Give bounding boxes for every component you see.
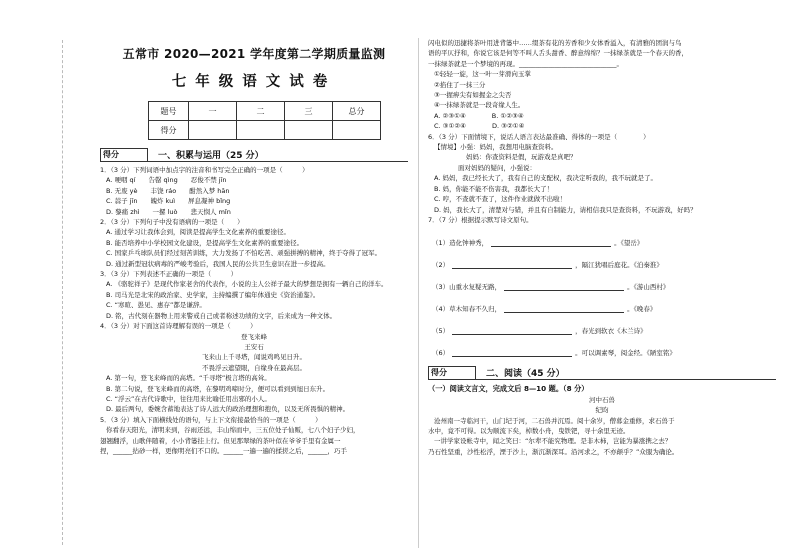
option: ④一抹绿茶就是一段奇缘人生。 (434, 101, 525, 110)
fill-number: （6） (432, 349, 450, 358)
section-header (100, 148, 408, 162)
column-divider (418, 38, 419, 548)
passage-line: 语的平仄抒和，你说它该是何等不叫人舌头甜香、醉意绵绵？一抹绿茶就是一个春天的香， (428, 49, 688, 58)
passage-line: 乃石性坚重，沙性松浮，湮于沙上，渐沉渐深耳。沿河求之，不亦颠乎？”众服为确论。 (428, 447, 679, 456)
fill-blank[interactable] (452, 327, 572, 335)
passage-line: 一抹绿茶就是一个梦境的再现。______________________________。 (428, 59, 623, 68)
option: C. “寒暄、愚见、惠存”都是谦辞。 (106, 301, 206, 310)
exam-title: 五常市 2020—2021 学年度第二学期质量监测 (122, 47, 386, 61)
reading-intro: （一）阅读文言文，完成文后 8—10 题。（8 分） (428, 384, 589, 394)
fill-number: （2） (432, 261, 450, 270)
option: A. 第一句，登飞来峰而的高塔。“千寻塔”极言塔的高耸。 (106, 374, 271, 383)
passage-line: 翅翘翻浮，山歌伴随着，小小背篓挂上行。但见那翠绿的茶叶似在爷爷手里有金属一 (100, 436, 341, 445)
score-header-cell: 一 (189, 102, 237, 121)
option: B. 司马光是北宋的政治家、史学家，主持编撰了编年体通史《资治通鉴》。 (106, 290, 320, 299)
poem-line: 不畏浮云遮望眼，自缘身在最高层。 (202, 363, 306, 372)
score-row-label: 得分 (149, 121, 189, 140)
fill-number: （5） (432, 327, 450, 336)
score-header-cell: 总分 (333, 102, 381, 121)
option: D. 黎痛 zhì 一摞 luò 悲天悯人 mǐn (106, 207, 231, 216)
fill-blank[interactable] (504, 283, 624, 291)
fill-prefix: 造化钟神秀， (449, 239, 489, 248)
option: B. 妈，你能不能不伤害我，我都长大了！ (434, 184, 554, 193)
fill-row (428, 335, 776, 357)
passage-line: 一讲学家设帐寺中，闻之笑曰：“尔辈不能究物理。是非木柿，岂能为暴涨携之去？ (434, 437, 672, 446)
fill-suffix: 。《晚春》 (627, 305, 657, 314)
fill-row (428, 313, 776, 335)
question-stem: 3．（3 分）下列表述不正确的一项是（ ） (100, 270, 238, 279)
question-block (428, 38, 776, 225)
section-header (428, 366, 776, 380)
option: D. 最后两句，委婉含蓄地表达了诗人远大的政治理想和抱负，以及无所畏惧的精神。 (106, 405, 350, 414)
subject-title: 七年级语文试卷 (171, 74, 337, 90)
section-title: 二、阅读（45 分） (486, 369, 565, 380)
score-header-cell: 三 (285, 102, 333, 121)
option: A. 妈妈，我已经长大了，我有自己的支配权，我决定听我的，我不玩就是了。 (434, 174, 657, 183)
option: B. 能否培养中小学校园文化建设，是提高学生文化素养的重要途径。 (106, 238, 304, 247)
reading-block (428, 384, 776, 457)
fill-number: （4） (432, 305, 450, 314)
option: C. 国家乒乓球队员们经过刻苦训练，大力发扬了不怕吃苦、顽强拼搏的精神，终于夺得了冠军。 (106, 249, 382, 258)
option: D. 铭，古代刻在器物上用来警戒自己或者称述功绩的文字，后来成为一种文体。 (106, 311, 337, 320)
fill-suffix: 。《望岳》 (614, 239, 644, 248)
option: C. “浮云”在古代诗歌中，往往用来比喻任用出邪的小人。 (106, 394, 271, 403)
fill-suffix: 。可以调素琴，阅金经。《陋室铭》 (575, 349, 676, 358)
left-column (100, 38, 408, 456)
question-block (100, 165, 408, 456)
fill-number: （1） (432, 239, 450, 248)
score-cell[interactable] (189, 121, 237, 140)
fill-prefix: 草木知春不久归， (449, 305, 502, 314)
question-stem: 4．（3 分）对下面这首诗理解有误的一项是（ ） (100, 322, 257, 331)
poem-line: 飞来山上千寻塔，闻说鸡鸣见日升。 (202, 353, 306, 362)
reading-title: 河中石兽 (589, 395, 615, 404)
fill-row (428, 225, 776, 247)
section-title: 一、积累与运用（25 分） (158, 151, 264, 161)
option: A. ②③①④ B. ①②③④ (434, 111, 524, 120)
poem-author: 王安石 (244, 342, 264, 351)
option: A. 通过学习让我体会到，阅读是提高学生文化素养的重要途径。 (106, 228, 290, 237)
right-column (428, 38, 776, 457)
fill-suffix: 。《游山西村》 (627, 283, 670, 292)
section-score-box: 得分 (100, 148, 148, 162)
passage-line: 闪电似的迅捷将茶叶用进背篓中……缀茶有花的芳香和少女体香溢入，有清雅的团润与鸟 (428, 39, 682, 47)
fill-blank[interactable] (452, 261, 572, 269)
score-header-cell: 二 (237, 102, 285, 121)
fill-number: （3） (432, 283, 450, 292)
fill-row (428, 269, 776, 291)
fill-suffix: ，春光到软衣《木兰诗》 (575, 327, 647, 336)
scenario: 【情境】小强：妈妈，我想用电脑查资料。 (434, 143, 558, 152)
question-stem: 6．（3 分）下面情境下，说话人语言表达最准确、得体的一项是（ ） (428, 132, 650, 141)
scenario: 面对妈妈的疑问，小强说： (458, 163, 536, 172)
option: C. ③①②④ D. ③②①④ (434, 122, 525, 131)
fill-blank[interactable] (491, 239, 611, 247)
question-stem: 1．（3 分）下列词语中加点字的注音和书写完全正确的一项是（ ） (100, 166, 309, 174)
section-score-box: 得分 (428, 366, 476, 380)
option: A. 《骆驼祥子》是现代作家老舍的代表作，小说的主人公祥子最大的梦想是拥有一辆自己的洋车。 (106, 280, 388, 289)
binding-line (62, 40, 63, 545)
fill-blank[interactable] (452, 349, 572, 357)
fill-blank[interactable] (504, 305, 624, 313)
score-table (148, 101, 381, 140)
question-stem: 7．（7 分）根据提示默写诗文原句。 (428, 215, 533, 224)
fill-prefix: 山重水复疑无路， (449, 283, 502, 292)
option: B. 无废 yè 丰饶 ráo 酣然入梦 hān (106, 186, 230, 195)
score-cell[interactable] (285, 121, 333, 140)
fill-row (428, 291, 776, 313)
question-stem: 2．（3 分）下列句子中没有语病的一项是（ ） (100, 218, 244, 227)
score-cell[interactable] (333, 121, 381, 140)
score-cell[interactable] (237, 121, 285, 140)
option: ③一握痹尖有如握金之尖否 (434, 91, 512, 100)
option: C. 蒜子 jīn 魄炸 kuì 屏息凝神 bǐng (106, 197, 231, 206)
option: ①轻轻一旋，这一叶一芽滑向玉掌 (434, 70, 531, 79)
reading-author: 纪昀 (595, 406, 609, 415)
score-header-cell: 题号 (149, 102, 189, 121)
option: D. 通过新型冠状病毒的严峻考验后，我国人民的公共卫生意识在进一步提高。 (106, 259, 330, 268)
option: D. 妈，我长大了，清楚对与错，并且有自制能力，请相信我只是查资料，不玩游戏，好吗？ (434, 205, 697, 214)
option: A. 哽咽 qí 告罄 qìng 忍俊不禁 jīn (106, 176, 227, 185)
option: ②掐住了一抹三分 (434, 80, 486, 89)
passage-line: 水中，竟不可得。以为顺流下矣，棹数小舟，曳铁钯，寻十余里无迹。 (428, 426, 630, 435)
passage-line: 你看春天阳光，清明来到，谷雨还远，丰山绵而中，三五位处子仙贩，七八个妇子少妇， (106, 426, 360, 435)
fill-row (428, 247, 776, 269)
scenario: 妈妈：你查资料是假，玩游戏是真吧？ (466, 153, 577, 162)
option: C. 哼，不查就不查了，这件作业就做不出啦！ (434, 195, 567, 204)
passage-line: 沧州南一寺临河干，山门圮于河，二石兽并沉焉。阅十余岁，僧募金重修，求石兽于 (434, 416, 675, 425)
fill-suffix: ，隔江犹唱后庭花。《泊秦淮》 (575, 261, 663, 270)
passage-line: 捏，______拈砂一样，更像明亮们不口的。______一遍一遍的揉搓之后，______，巧手 (100, 446, 347, 455)
poem-title: 登飞来峰 (241, 332, 267, 341)
question-stem: 5．（3 分）填入下面横线处的语句，与上下文衔接最恰当的一项是（ ） (100, 415, 322, 424)
option: B. 第二句说，登飞来峰而的高塔，在黎明鸡啼时分，便可以看到到旭日东升。 (106, 384, 330, 393)
